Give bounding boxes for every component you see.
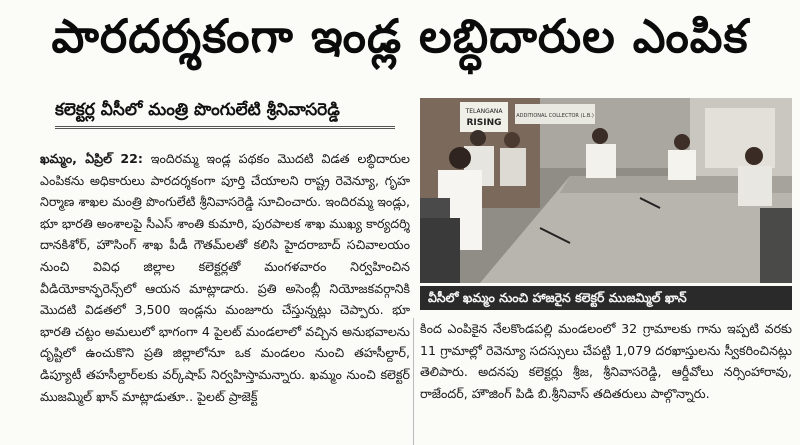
headline: పారదర్శకంగా ఇండ్ల లబ్ధిదారుల ఎంపిక — [51, 9, 749, 63]
column-divider — [413, 318, 414, 445]
banner-line1: TELANGANA — [465, 108, 503, 115]
article-body-left — [40, 148, 410, 445]
news-photo — [420, 98, 792, 283]
nameplate-text: ADDITIONAL COLLECTOR (L.B.) — [516, 113, 594, 119]
meeting-room-photo — [420, 98, 792, 283]
banner-line2: RISING — [466, 118, 502, 128]
photo-caption: వీసీలో ఖమ్మం నుంచి హాజరైన కలెక్టర్ ముజమ్మిల్ ఖాన్ — [420, 286, 792, 310]
body-text-left: ఇందిరమ్మ ఇండ్ల పథకం మొదటి విడత లబ్ధిదారుల ఎంపికను అధికారులు పారదర్శకంగా పూర్తి చేయాలని రాష్ట్ర రెవెన్యూ, గృహ నిర్మాణ శాఖల మంత్రి పొంగులేటి శ్రీనివాసరెడ్డి సూచించారు. ఇందిరమ్మ ఇండ్లు, భూ భారతి అంశాలపై సీఎస్ శాంతి కుమారి, పురపాలక శాఖ ముఖ్య కార్యదర్శి దానకిశోర్, హౌసింగ్ శాఖ పీడీ గౌతమ్‌లతో కలిసి హైదరాబాద్ సచివాలయం నుంచి వివిధ జిల్లాల కలెక్టర్లతో మంగళవారం నిర్వహించిన వీడియోకాన్ఫరెన్స్‌లో ఆయన మాట్లాడారు. ప్రతి అసెంబ్లీ నియోజకవర్గానికి మొదటి విడతలో 3,500 ఇండ్లను మంజూరు చేస్తున్నట్లు చెప్పారు. భూ భారతి చట్టం అమలులో భాగంగా 4 పైలట్ మండలాలో వచ్చిన అనుభవాలను దృష్టిలో ఉంచుకొని ప్రతి జిల్లాలోనూ ఒక మండలం నుంచి తహసీల్దార్, డిప్యూటీ తహసీల్దార్‌లకు వర్క్‌షాప్ నిర్వహిస్తామన్నారు. ఖమ్మం నుంచి కలెక్టర్ ముజమ్మిల్ ఖాన్ మాట్లాడుతూ.. పైలట్ ప్రాజెక్ట్ — [40, 151, 410, 404]
article-body-right: కింద ఎంపికైన నేలకొండపల్లి మండలంలో 32 గ్రామాలకు గాను ఇప్పటి వరకు 11 గ్రామాల్లో రెవెన్యూ సదస్సులు చేపట్టి 1,079 దరఖాస్తులను స్వీకరించినట్లు తెలిపారు. అదనపు కలెక్టర్లు శ్రీజ, శ్రీనివాసరెడ్డి, ఆర్డీవోలు నర్సింహారావు, రాజేందర్, హౌజింగ్ పిడి బి.శ్రీనివాస్ తదితరులు పాల్గొన్నారు. — [420, 321, 792, 401]
subheadline: కలెక్టర్ల వీసీలో మంత్రి పొంగులేటి శ్రీనివాసరెడ్డి — [55, 95, 395, 129]
dateline: ఖమ్మం, ఏప్రిల్ 22: — [40, 151, 143, 166]
